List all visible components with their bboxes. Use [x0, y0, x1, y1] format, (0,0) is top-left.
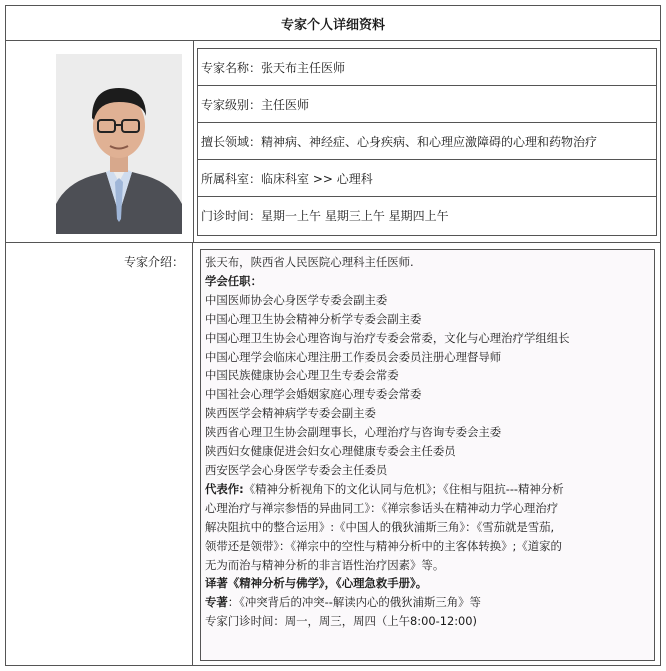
info-row-department — [198, 160, 656, 197]
photo-cell — [6, 41, 194, 243]
works-line: 无为而治与精神分析的非言语性治疗因素》等。 — [205, 557, 445, 572]
name-value: 张天布主任医师 — [261, 60, 346, 75]
works-line: 领带还是领带》：《禅宗中的空性与精神分析中的主客体转换》;《道家的 — [205, 538, 562, 553]
position-item: 陕西妇女健康促进会妇女心理健康专委会主任委员 — [205, 444, 456, 459]
works-line: 解决阻抗中的整合运用》:《中国人的俄狄浦斯三角》：《雪茄就是雪茄, — [205, 519, 555, 534]
position-item: 中国心理卫生协会心理咨询与治疗专委会常委，文化与心理治疗学组组长 — [205, 330, 570, 345]
department-value: 临床科室 >> 心理科 — [261, 171, 373, 186]
position-item: 中国医师协会心身医学专委会副主委 — [205, 292, 388, 307]
works-line: 心理治疗与禅宗参悟的异曲同工》：《禅宗参话头在精神动力学心理治疗 — [205, 500, 559, 515]
intro-text-box — [200, 249, 655, 661]
level-value: 主任医师 — [261, 97, 310, 112]
info-row-name — [198, 49, 656, 86]
info-row-level — [198, 86, 656, 123]
specialty-value: 精神病、神经症、心身疾病、和心理应激障碍的心理和药物治疗 — [261, 134, 598, 149]
translation-line — [205, 574, 650, 593]
profile-table — [5, 5, 661, 666]
books-heading: 专著 — [205, 595, 228, 610]
books-line — [205, 593, 650, 612]
specialty-label: 擅长领域： — [201, 134, 262, 149]
position-item: 中国民族健康协会心理卫生专委会常委 — [205, 368, 399, 383]
works-line — [205, 480, 650, 499]
level-label: 专家级别： — [201, 97, 262, 112]
translation-heading: 译著 — [205, 576, 228, 591]
intro-label-cell — [6, 243, 193, 665]
hours-label: 门诊时间： — [201, 209, 262, 223]
works-heading: 代表作: — [205, 481, 244, 496]
intro-summary: 张天布，陕西省人民医院心理科主任医师. — [205, 255, 414, 269]
positions-heading: 学会任职： — [205, 273, 262, 288]
intro-label: 专家介绍： — [123, 255, 184, 269]
clinic-hours: 专家门诊时间：周一，周三，周四（上午8:00-12:00) — [205, 614, 477, 629]
info-row-specialty — [198, 123, 656, 160]
department-label: 所属科室： — [201, 171, 262, 186]
position-item: 中国心理学会临床心理注册工作委员会委员注册心理督导师 — [205, 349, 502, 364]
doctor-photo — [56, 54, 182, 234]
books-text: ：《冲突背后的冲突--解读内心的俄狄浦斯三角》等 — [227, 595, 481, 610]
info-table — [197, 48, 657, 236]
position-item: 陕西省心理卫生协会副理事长，心理治疗与咨询专委会主委 — [205, 425, 502, 440]
translation-text: 《精神分析与佛学》，《心理急救手册》。 — [227, 576, 428, 591]
page-title: 专家个人详细资料 — [6, 6, 660, 41]
position-item: 中国社会心理学会婚姻家庭心理专委会常委 — [205, 387, 422, 402]
position-item: 西安医学会心身医学专委会主任委员 — [205, 462, 388, 477]
name-label: 专家名称： — [201, 60, 262, 75]
info-cell — [194, 41, 660, 243]
position-item: 中国心理卫生协会精神分析学专委会副主委 — [205, 311, 422, 326]
hours-value: 星期一上午 星期三上午 星期四上午 — [261, 209, 449, 223]
intro-cell — [194, 243, 660, 665]
info-row-hours — [198, 197, 656, 234]
works-text: 《精神分析视角下的文化认同与危机》；《住相与阻抗---精神分析 — [243, 481, 564, 496]
position-item: 陕西医学会精神病学专委会副主委 — [205, 406, 376, 421]
